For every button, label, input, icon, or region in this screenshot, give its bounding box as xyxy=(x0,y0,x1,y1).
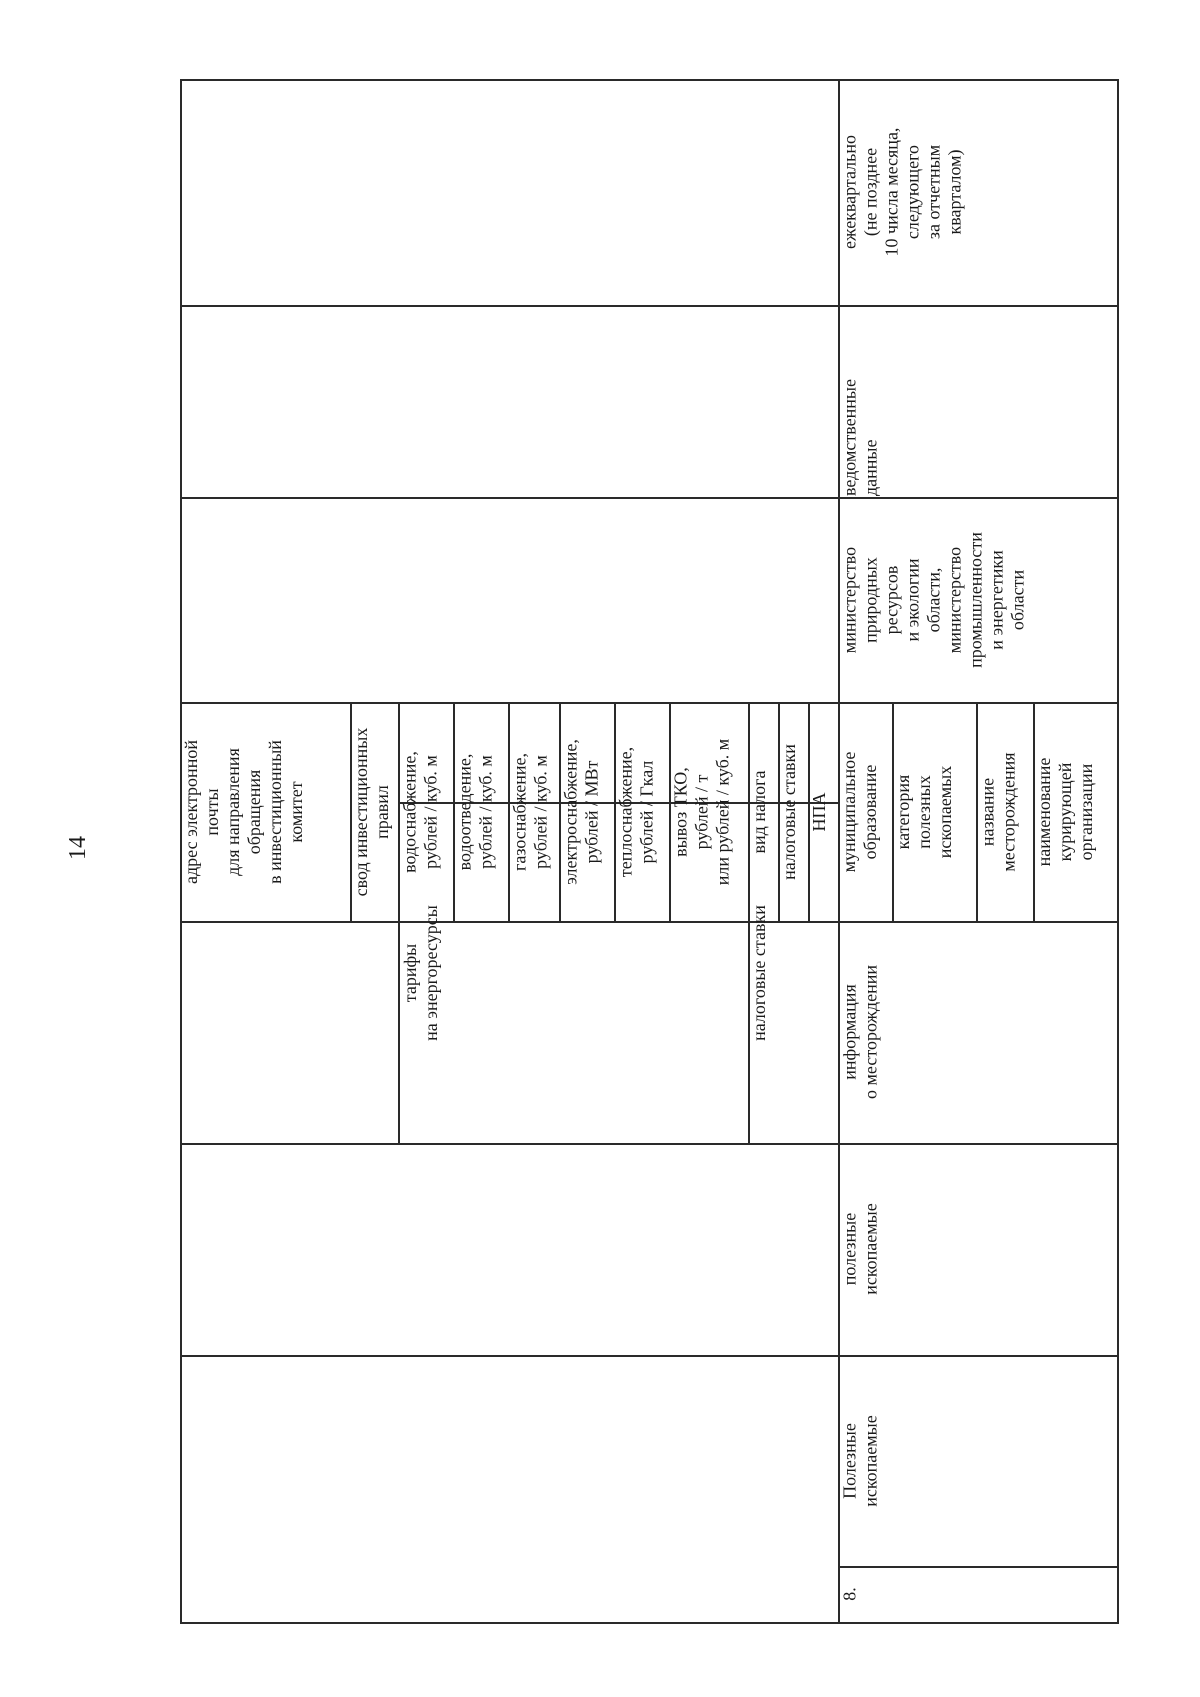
row-number: 8. xyxy=(839,1587,859,1601)
parameter-deposit-name: название месторождения xyxy=(977,751,1018,872)
parameter-municipality: муниципальное образование xyxy=(839,751,880,872)
parameter-tax-rates: налоговые ставки xyxy=(779,743,799,880)
row-section: Полезные ископаемые xyxy=(839,1414,880,1507)
group-tariffs: тарифы на энергоресурсы xyxy=(400,904,441,1041)
parameter-mineral-category: категория полезных ископаемых xyxy=(893,765,955,858)
row-source: ведомственные данные xyxy=(839,379,880,496)
parameter-tax-type: вид налога xyxy=(749,770,769,853)
row-indicator: информация о месторождении xyxy=(839,965,880,1099)
parameter-email: адрес электронной почты для направления обращения в инвестиционный комитет xyxy=(181,739,306,884)
parameter-heat-supply: теплоснабжение, рублей / Гкал xyxy=(615,746,656,877)
parameter-investment-rules: свод инвестиционных правил xyxy=(351,727,392,896)
parameter-water-supply: водоснабжение, рублей / куб. м xyxy=(399,750,440,873)
parameter-gas-supply: газоснабжение, рублей / куб. м xyxy=(509,752,550,871)
row-frequency: ежеквартально (не позднее 10 числа месяца, следующего за отчетным кварталом) xyxy=(839,127,964,257)
page-number: 14 xyxy=(65,836,91,860)
row-responsible: министерство природных ресурсов и экологии области, министерство промышленности и энергетики области xyxy=(839,531,1027,668)
group-tax-rates: налоговые ставки xyxy=(749,904,769,1041)
parameter-waste-removal: вывоз ТКО, рублей / т или рублей / куб. м xyxy=(670,738,732,885)
row-subsection: полезные ископаемые xyxy=(839,1203,880,1295)
parameter-legal-acts: НПА xyxy=(809,792,829,831)
parameter-electricity: электроснабжение, рублей / МВт xyxy=(560,738,601,885)
parameter-supervising-organization: наименование курирующей организации xyxy=(1034,757,1096,866)
parameter-wastewater: водоотведение, рублей / куб. м xyxy=(454,753,495,870)
